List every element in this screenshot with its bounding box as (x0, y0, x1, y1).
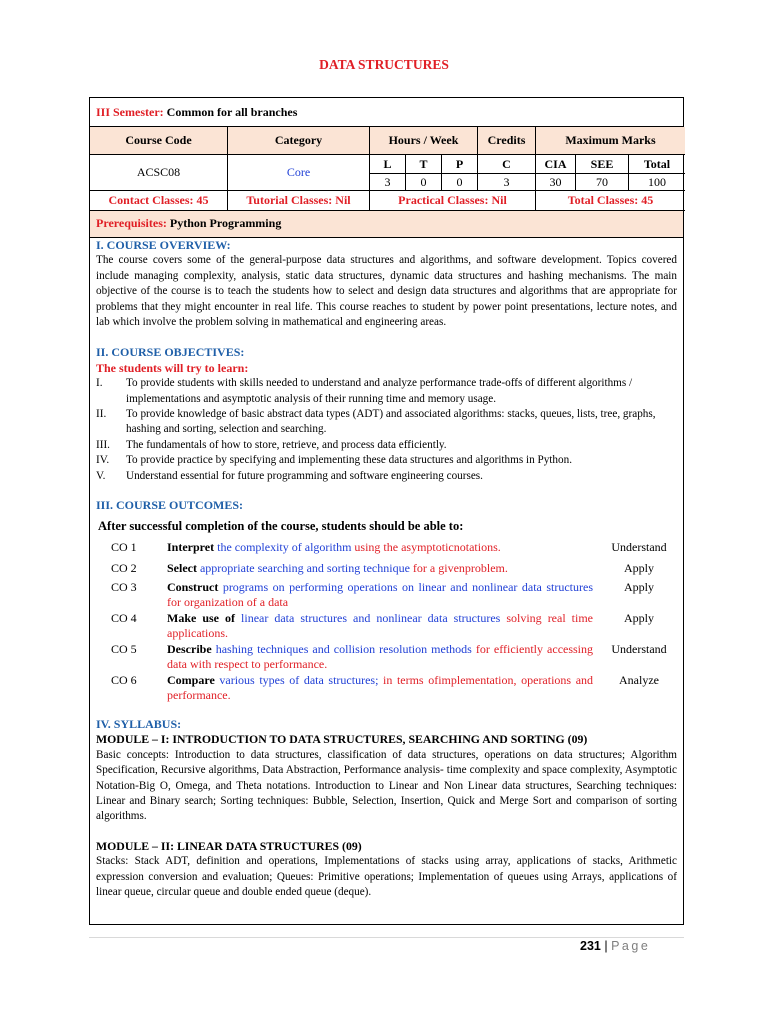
overview-text: The course covers some of the general-purpose data structures and algorithms, and software development. Topics covered include managing complexity, analysis, static data structures, dynamic data structures and hashing mechanisms. The main objective of the course is to teach the students how to select and design data structures and algorithms that are appropriate for problems that they might encounter in real life. This course reaches to student by power point presentations, lecture notes, and lab which involve the problem solving in mathematical and engineering areas. (96, 254, 677, 329)
objectives-intro: The students will try to learn: (96, 360, 249, 375)
objective-item (96, 407, 677, 438)
ltp-l-value: 3 (370, 174, 406, 191)
header-hours: Hours / Week (370, 127, 478, 155)
prerequisites-label: Prerequisites: (96, 216, 167, 230)
outcome-id: CO 3 (111, 579, 137, 594)
objective-item (96, 469, 677, 484)
cia-value: 30 (536, 174, 576, 191)
module-2-text: Stacks: Stack ADT, definition and operations, Implementations of stacks using array, applications of stacks, Arithmetic expression conversion and evaluation; Queues: Primitive operations; Implementation of queues using Arrays, applications of linear queue, circular queue and double ended queue (deque). (96, 855, 677, 898)
outcome-level: Understand (611, 641, 667, 656)
objective-text: To provide practice by specifying and implementing these data structures and algorithms in Python. (126, 454, 572, 467)
outcome-level: Understand (611, 539, 667, 554)
course-code-value: ACSC08 (90, 155, 228, 191)
semester-value: Common for all branches (166, 105, 298, 119)
ltp-t-value: 0 (406, 174, 442, 191)
total-value: 100 (629, 174, 685, 191)
category-value: Core (228, 155, 370, 191)
cia-header: CIA (536, 155, 576, 174)
overview-heading: I. COURSE OVERVIEW: (96, 238, 231, 252)
outcome-level: Apply (624, 579, 654, 594)
page-footer (580, 939, 650, 953)
module-2-title: MODULE – II: LINEAR DATA STRUCTURES (09) (96, 838, 362, 853)
objective-text: To provide knowledge of basic abstract data types (ADT) and associated algorithms: stacks, queues, lists, tree, graphs, hashing and sorting, selection and searching. (126, 408, 656, 436)
objective-text: The fundamentals of how to store, retrieve, and process data efficiently. (126, 438, 447, 451)
outcome-level: Apply (624, 560, 654, 575)
course-frame (89, 97, 684, 925)
contact-classes: Contact Classes: 45 (90, 191, 228, 211)
objectives-heading: II. COURSE OBJECTIVES: (96, 345, 245, 360)
see-header: SEE (576, 155, 629, 174)
outcome-description: Describe hashing techniques and collision resolution methods for efficiently accessing data with respect to performance. (167, 641, 594, 672)
objective-text: To provide students with skills needed to understand and analyze performance trade-offs of different algorithms / implementations and asymptotic analysis of their running time and memory usage. (126, 377, 633, 405)
prerequisites-row (90, 211, 683, 238)
credits-c-header: C (478, 155, 536, 174)
header-marks: Maximum Marks (536, 127, 685, 155)
outcome-row (96, 540, 677, 561)
objective-item (96, 453, 677, 468)
ltp-t-header: T (406, 155, 442, 174)
practical-classes: Practical Classes: Nil (370, 191, 536, 211)
outcome-level: Apply (624, 610, 654, 625)
module-1-title: MODULE – I: INTRODUCTION TO DATA STRUCTURES, SEARCHING AND SORTING (09) (96, 732, 588, 747)
outcome-description: Select appropriate searching and sorting technique for a givenproblem. (167, 560, 508, 575)
course-body (90, 238, 683, 900)
objective-item (96, 438, 677, 453)
ltp-p-value: 0 (442, 174, 478, 191)
outcome-id: CO 1 (111, 539, 137, 554)
semester-label: III Semester: (96, 105, 164, 119)
objective-number: IV. (96, 454, 110, 467)
outcome-row (96, 580, 677, 611)
header-category: Category (228, 127, 370, 155)
objective-number: III. (96, 438, 110, 451)
prerequisites-value: Python Programming (169, 216, 282, 230)
total-classes: Total Classes: 45 (536, 191, 685, 211)
ltp-l-header: L (370, 155, 406, 174)
outcomes-table (96, 540, 677, 704)
outcome-description: Construct programs on performing operations on linear and nonlinear data structures for organization of a data (167, 579, 594, 610)
objective-item (96, 376, 677, 407)
tutorial-classes: Tutorial Classes: Nil (228, 191, 370, 211)
credits-value: 3 (478, 174, 536, 191)
objective-number: V. (96, 469, 106, 482)
outcome-id: CO 5 (111, 641, 137, 656)
module-1-text: Basic concepts: Introduction to data structures, classification of data structures, operations on data structures; Algorithm Specification, Recursive algorithms, Data Abstraction, Performance analysis- time complexity and space complexity, Asymptotic Notation-Big O, Omega, and Theta notations. Introduction to Linear and Non Linear data structures, Searching techniques: Linear and Binary search; Sorting techniques: Bubble, Selection, Insertion, Quick and Merge Sort and comparison of sorting algorithms. (96, 748, 677, 823)
outcome-id: CO 2 (111, 560, 137, 575)
syllabus-heading: IV. SYLLABUS: (96, 716, 182, 731)
outcome-id: CO 4 (111, 610, 137, 625)
see-value: 70 (576, 174, 629, 191)
outcome-row (96, 561, 677, 580)
objective-number: I. (96, 377, 103, 390)
outcome-row (96, 673, 677, 704)
outcomes-heading: III. COURSE OUTCOMES: (96, 498, 244, 513)
objective-text: Understand essential for future programming and software engineering courses. (126, 469, 483, 482)
page-label: Page (611, 939, 651, 953)
outcome-description: Compare various types of data structures; in terms ofimplementation, operations and performance. (167, 672, 594, 703)
outcome-id: CO 6 (111, 672, 137, 687)
header-course-code: Course Code (90, 127, 228, 155)
total-header: Total (629, 155, 685, 174)
objective-number: II. (96, 408, 107, 421)
outcome-row (96, 611, 677, 642)
footer-divider (89, 937, 684, 938)
document-title: DATA STRUCTURES (319, 57, 449, 72)
outcome-level: Analyze (619, 672, 659, 687)
ltp-p-header: P (442, 155, 478, 174)
footer-separator: | (604, 939, 608, 953)
semester-row (90, 98, 683, 127)
objectives-list (96, 376, 677, 484)
outcome-description: Make use of linear data structures and nonlinear data structures solving real time applications. (167, 610, 594, 641)
outcome-row (96, 642, 677, 673)
header-credits: Credits (478, 127, 536, 155)
outcomes-intro: After successful completion of the course, students should be able to: (98, 518, 464, 533)
outcome-description: Interpret the complexity of algorithm using the asymptoticnotations. (167, 539, 501, 554)
page-number: 231 (580, 939, 601, 953)
